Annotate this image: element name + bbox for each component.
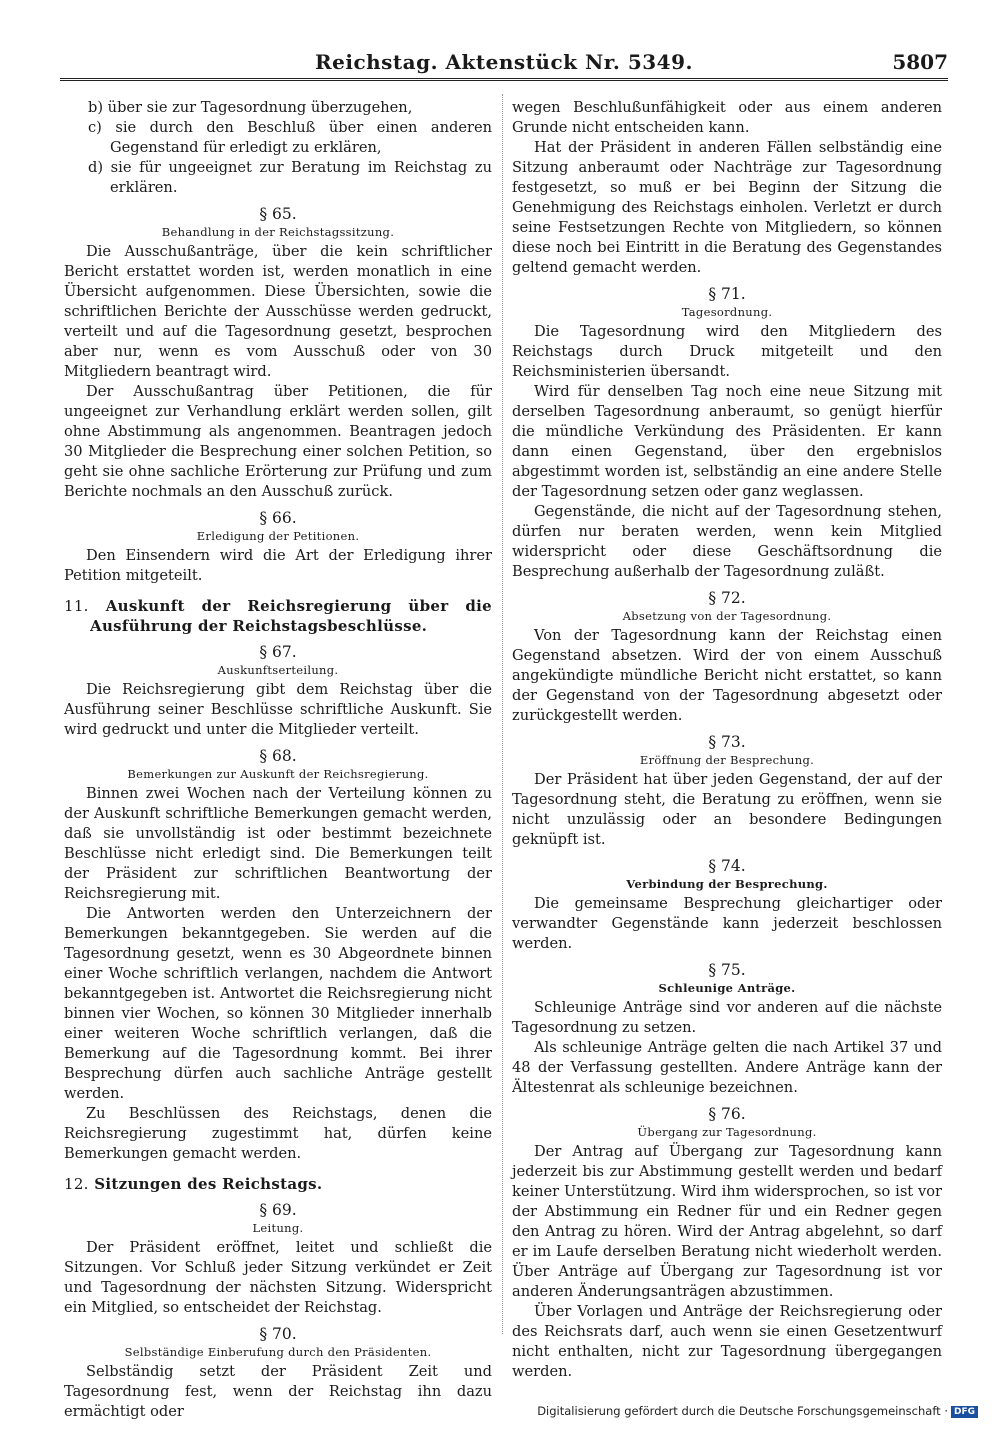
chapter-heading [64, 596, 492, 636]
paragraph: Die Ausschußanträge, über die kein schriftlicher Bericht erstattet worden ist, werden monatlich in eine Übersicht aufgenommen. Diese Übersichten, sowie die schriftlichen Berichte der Ausschüsse werden gedruckt, verteilt und auf die Tagesordnung gesetzt, besprochen aber nur, wenn es vom Ausschuß oder von 30 Mitgliedern beantragt wird. [64, 243, 492, 380]
dfg-logo: DFG [951, 1406, 978, 1418]
credit-text: Digitalisierung gefördert durch die Deutsche Forschungsgemeinschaft · [537, 1404, 948, 1418]
section-heading: Leitung. [252, 1221, 304, 1235]
list-item: b) über sie zur Tagesordnung überzugehen, [88, 99, 413, 116]
paragraph: Als schleunige Anträge gelten die nach Artikel 37 und 48 der Verfassung gestellten. Andere Anträge kann der Ältestenrat als schleunige bezeichnen. [512, 1039, 942, 1096]
section-number: § 75. [708, 961, 746, 979]
paragraph: Den Einsendern wird die Art der Erledigung ihrer Petition mitgeteilt. [64, 547, 492, 584]
section-heading: Verbindung der Besprechung. [626, 877, 828, 891]
section-number: § 70. [259, 1325, 297, 1343]
paragraph: Binnen zwei Wochen nach der Verteilung können zu der Auskunft schriftliche Bemerkungen gemacht werden, daß sie unvollständig ist oder bestimmt bezeichnete Beschlüsse nicht erledigt sind. Die Bemerkungen teilt der Präsident zur schriftlichen Beantwortung der Reichsregierung mit. [64, 785, 492, 902]
section-heading: Tagesordnung. [681, 305, 773, 319]
paragraph: Die Reichsregierung gibt dem Reichstag über die Ausführung seiner Beschlüsse schriftliche Auskunft. Sie wird gedruckt und unter die Mitglieder verteilt. [64, 681, 492, 738]
section-number: § 65. [259, 205, 297, 223]
paragraph: Der Ausschußantrag über Petitionen, die für ungeeignet zur Verhandlung erklärt werden sollen, gilt ohne Abstimmung als angenommen. Beantragen jedoch 30 Mitglieder die Besprechung einer solchen Petition, so geht sie ohne sachliche Erörterung zur Prüfung und zum Berichte nochmals an den Ausschuß zurück. [64, 383, 492, 500]
section-heading: Bemerkungen zur Auskunft der Reichsregierung. [127, 767, 429, 781]
section-heading: Eröffnung der Besprechung. [639, 753, 815, 767]
section-number: § 72. [708, 589, 746, 607]
paragraph: Gegenstände, die nicht auf der Tagesordnung stehen, dürfen nur beraten werden, wenn kein Mitglied widerspricht oder diese Geschäftsordnung die Besprechung außerhalb der Tagesordnung zuläßt. [512, 503, 942, 580]
header-rule [60, 78, 948, 81]
paragraph: Der Präsident eröffnet, leitet und schließt die Sitzungen. Vor Schluß jeder Sitzung verkündet er Zeit und Tagesordnung der nächsten Sitzung. Widerspricht ein Mitglied, so entscheidet der Reichstag. [64, 1239, 492, 1316]
paragraph: wegen Beschlußunfähigkeit oder aus einem anderen Grunde nicht entscheiden kann. [512, 99, 942, 136]
section-heading: Absetzung von der Tagesordnung. [622, 609, 832, 623]
paragraph: Der Antrag auf Übergang zur Tagesordnung kann jederzeit bis zur Abstimmung gestellt werden und bedarf keiner Unterstützung. Wird ihm widersprochen, so ist vor der Abstimmung ein Redner für und ein Redner gegen den Antrag zu hören. Wird der Antrag abgelehnt, so darf er im Laufe derselben Beratung nicht wiederholt werden. Über Anträge auf Übergang zur Tagesordnung ist vor anderen Änderungsanträgen abzustimmen. [512, 1143, 942, 1300]
section-number: § 68. [259, 747, 297, 765]
digitization-credit [537, 1404, 978, 1418]
chapter-title: Sitzungen des Reichstags. [94, 1175, 323, 1193]
section-heading: Behandlung in der Reichstagssitzung. [161, 225, 395, 239]
paragraph: Die gemeinsame Besprechung gleichartiger oder verwandter Gegenstände kann jederzeit beschlossen werden. [512, 895, 942, 952]
running-title: Reichstag. Aktenstück Nr. 5349. [315, 50, 693, 74]
column-divider [502, 94, 503, 1334]
section-number: § 71. [708, 285, 746, 303]
chapter-number: 12. [64, 1175, 89, 1193]
section-heading: Selbständige Einberufung durch den Präsidenten. [124, 1345, 432, 1359]
section-heading: Übergang zur Tagesordnung. [637, 1125, 817, 1139]
paragraph: Von der Tagesordnung kann der Reichstag einen Gegenstand absetzen. Wird der von einem Ausschuß angekündigte mündliche Bericht nicht erstattet, so kann der Gegenstand von der Tagesordnung abgesetzt oder zurückgestellt werden. [512, 627, 942, 724]
paragraph: Selbständig setzt der Präsident Zeit und Tagesordnung fest, wenn der Reichstag ihn dazu ermächtigt oder [64, 1363, 492, 1420]
paragraph: Zu Beschlüssen des Reichstags, denen die Reichsregierung zugestimmt hat, dürfen keine Bemerkungen gemacht werden. [64, 1105, 492, 1162]
paragraph: Schleunige Anträge sind vor anderen auf die nächste Tagesordnung zu setzen. [512, 999, 942, 1036]
section-number: § 69. [259, 1201, 297, 1219]
section-number: § 66. [259, 509, 297, 527]
section-number: § 74. [708, 857, 746, 875]
paragraph: Die Tagesordnung wird den Mitgliedern des Reichstags durch Druck mitgeteilt und den Reichsministerien übersandt. [512, 323, 942, 380]
list-item: d) sie für ungeeignet zur Beratung im Reichstag zu erklären. [88, 159, 492, 196]
right-column [512, 98, 942, 1382]
paragraph: Hat der Präsident in anderen Fällen selbständig eine Sitzung anberaumt oder Nachträge zur Tagesordnung festgesetzt, so muß er bei Beginn der Sitzung die Genehmigung des Reichstags einholen. Verletzt er durch seine Festsetzungen Rechte von Mitgliedern, so können diese noch bei Eintritt in die Beratung des Gegenstandes geltend gemacht werden. [512, 139, 942, 276]
chapter-number: 11. [64, 597, 89, 615]
section-heading: Schleunige Anträge. [658, 981, 796, 995]
section-number: § 73. [708, 733, 746, 751]
left-column [64, 98, 492, 1422]
list-item: c) sie durch den Beschluß über einen anderen Gegenstand für erledigt zu erklären, [88, 119, 492, 156]
paragraph: Die Antworten werden den Unterzeichnern der Bemerkungen bekanntgegeben. Sie werden auf die Tagesordnung gesetzt, wenn es 30 Abgeordnete binnen einer Woche schriftlich verlangen, nachdem die Antwort bekanntgegeben ist. Antwortet die Reichsregierung nicht binnen vier Wochen, so können 30 Mitglieder innerhalb einer weiteren Woche schriftlich verlangen, daß die Bemerkung auf die Tagesordnung kommt. Bei ihrer Besprechung dürfen auch sachliche Anträge gestellt werden. [64, 905, 492, 1102]
chapter-heading [64, 1174, 492, 1194]
paragraph: Über Vorlagen und Anträge der Reichsregierung oder des Reichsrats darf, auch wenn sie einen Gesetzentwurf nicht enthalten, nicht zur Tagesordnung übergegangen werden. [512, 1303, 942, 1380]
section-heading: Erledigung der Petitionen. [196, 529, 360, 543]
section-number: § 67. [259, 643, 297, 661]
page-number: 5807 [892, 50, 948, 74]
section-heading: Auskunftserteilung. [217, 663, 339, 677]
chapter-title: Auskunft der Reichsregierung über die Ausführung der Reichstagsbeschlüsse. [90, 597, 492, 635]
paragraph: Wird für denselben Tag noch eine neue Sitzung mit derselben Tagesordnung anberaumt, so genügt hierfür die mündliche Verkündung des Präsidenten. Er kann dann einen Gegenstand, über den ergebnislos abgestimmt worden ist, selbständig an eine andere Stelle der Tagesordnung setzen oder ganz weglassen. [512, 383, 942, 500]
page-header [60, 44, 948, 84]
paragraph: Der Präsident hat über jeden Gegenstand, der auf der Tagesordnung steht, die Beratung zu eröffnen, wenn sie nicht unzulässig oder an besondere Bedingungen geknüpft ist. [512, 771, 942, 848]
section-number: § 76. [708, 1105, 746, 1123]
